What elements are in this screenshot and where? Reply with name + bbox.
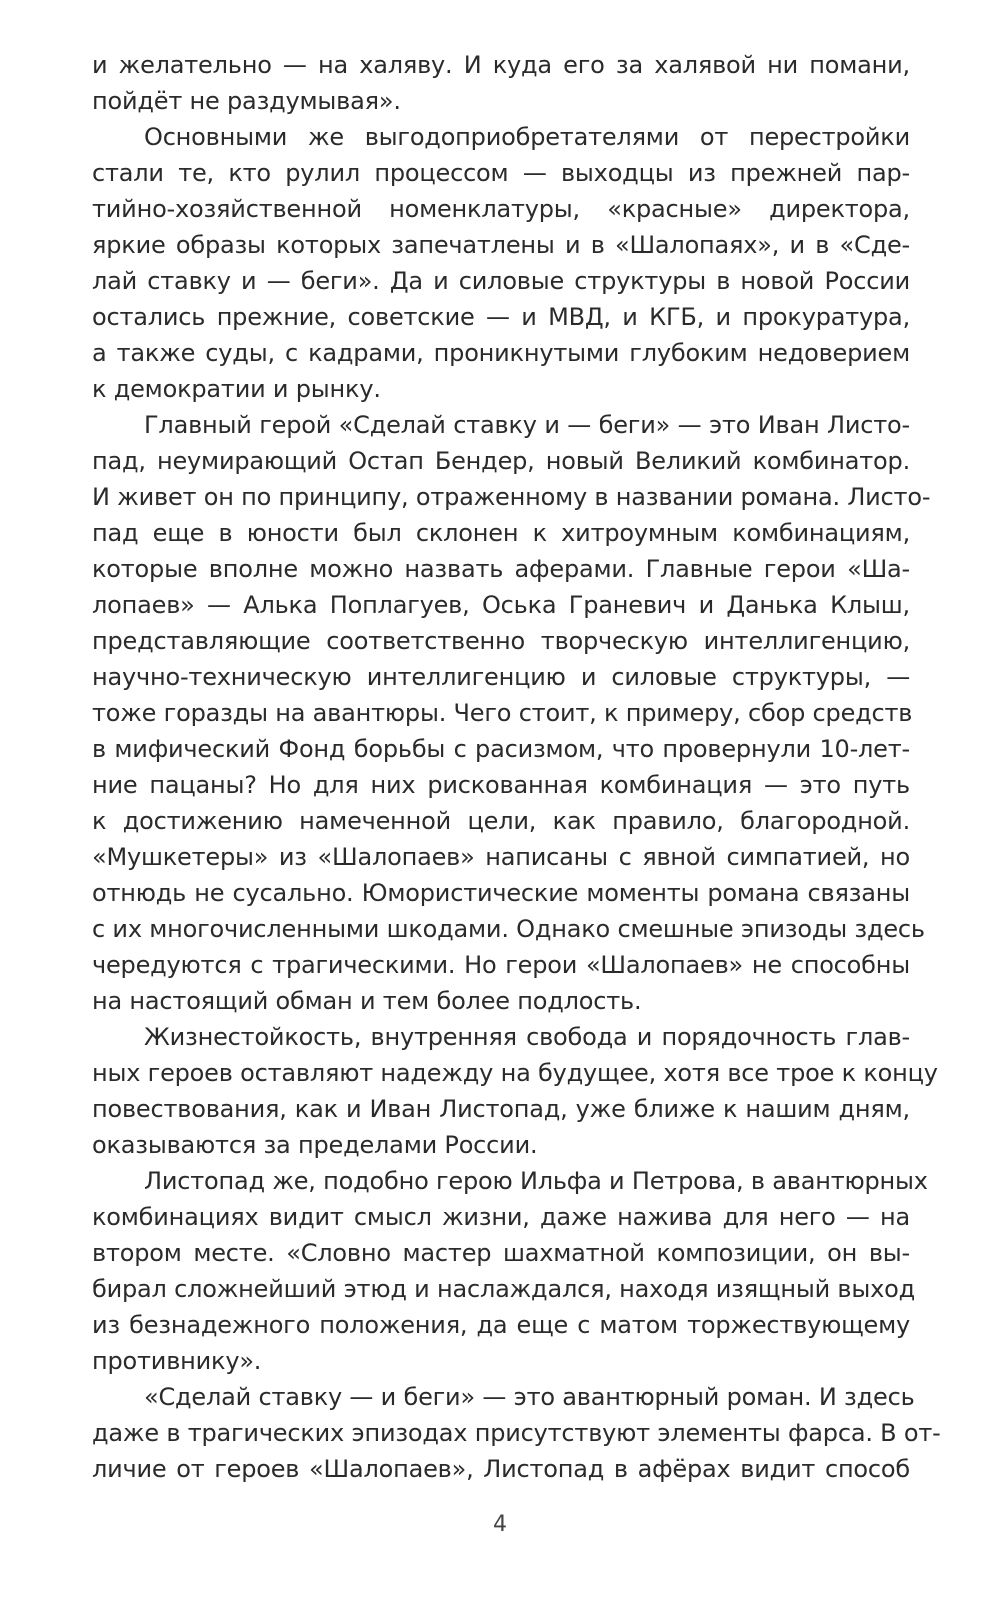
text-line: научно-техническую интеллигенцию и силовые структуры, — [92, 663, 910, 691]
text-line: пад еще в юности был склонен к хитроумным комбинациям, [92, 519, 910, 547]
text-line: пад, неумирающий Остап Бендер, новый Великий комбинатор. [92, 447, 910, 475]
text-line: личие от героев «Шалопаев», Листопад в афёрах видит способ [92, 1455, 910, 1483]
text-line: тоже горазды на авантюры. Чего стоит, к примеру, сбор средств [92, 699, 913, 727]
text-line: тийно-хозяйственной номенклатуры, «красные» директора, [92, 195, 910, 223]
text-line: к демократии и рынку. [92, 375, 381, 403]
text-line: Основными же выгодоприобретателями от перестройки [144, 123, 910, 151]
text-line: представляющие соответственно творческую интеллигенцию, [92, 627, 910, 655]
paragraph [92, 1163, 928, 1379]
page-body [92, 47, 941, 1487]
text-line: пойдёт не раздумывая». [92, 87, 401, 115]
text-line: Листопад же, подобно герою Ильфа и Петрова, в авантюрных [144, 1167, 928, 1195]
text-line: И живет он по принципу, отраженному в названии романа. Листо- [92, 483, 931, 511]
text-line: лопаев» — Алька Поплагуев, Оська Граневич и Данька Клыш, [92, 591, 910, 619]
text-line: остались прежние, советские — и МВД, и КГБ, и прокуратура, [92, 303, 910, 331]
text-line: чередуются с трагическими. Но герои «Шалопаев» не способны [92, 951, 910, 979]
text-line: комбинациях видит смысл жизни, даже нажива для него — на [92, 1203, 910, 1231]
text-line: яркие образы которых запечатлены и в «Шалопаях», и в «Сде- [92, 231, 910, 259]
text-line: которые вполне можно назвать аферами. Главные герои «Ша- [92, 555, 910, 583]
text-line: и желательно — на халяву. И куда его за халявой ни помани, [92, 51, 910, 79]
text-line: втором месте. «Словно мастер шахматной композиции, он вы- [92, 1239, 910, 1267]
text-line: с их многочисленными шкодами. Однако смешные эпизоды здесь [92, 915, 925, 943]
text-line: лай ставку и — беги». Да и силовые структуры в новой России [92, 267, 910, 295]
text-line: повествования, как и Иван Листопад, уже ближе к нашим дням, [92, 1095, 910, 1123]
text-line: отнюдь не сусально. Юмористические моменты романа связаны [92, 879, 910, 907]
text-line: ных героев оставляют надежду на будущее, хотя все трое к концу [92, 1059, 938, 1087]
paragraph [92, 47, 910, 119]
paragraph [92, 1379, 941, 1487]
paragraph [92, 119, 910, 407]
text-line: оказываются за пределами России. [92, 1131, 538, 1159]
text-line: «Сделай ставку — и беги» — это авантюрный роман. И здесь [144, 1383, 915, 1411]
text-line: бирал сложнейший этюд и наслаждался, находя изящный выход [92, 1275, 915, 1303]
text-line: на настоящий обман и тем более подлость. [92, 987, 642, 1015]
text-line: Жизнестойкость, внутренняя свобода и порядочность глав- [144, 1023, 910, 1051]
text-line: стали те, кто рулил процессом — выходцы из прежней пар- [92, 159, 910, 187]
text-line: даже в трагических эпизодах присутствуют элементы фарса. В от- [92, 1419, 941, 1447]
text-line: противнику». [92, 1347, 262, 1375]
text-line: ние пацаны? Но для них рискованная комбинация — это путь [92, 771, 910, 799]
text-line: «Мушкетеры» из «Шалопаев» написаны с явной симпатией, но [92, 843, 910, 871]
page-number: 4 [493, 1512, 507, 1537]
text-line: из безнадежного положения, да еще с матом торжествующему [92, 1311, 910, 1339]
paragraph [92, 1019, 938, 1163]
text-line: к достижению намеченной цели, как правило, благородной. [92, 807, 910, 835]
text-line: в мифический Фонд борьбы с расизмом, что провернули 10-лет- [92, 735, 910, 763]
paragraph [92, 407, 931, 1019]
text-line: Главный герой «Сделай ставку и — беги» — это Иван Листо- [144, 411, 910, 439]
text-line: а также суды, с кадрами, проникнутыми глубоким недоверием [92, 339, 910, 367]
